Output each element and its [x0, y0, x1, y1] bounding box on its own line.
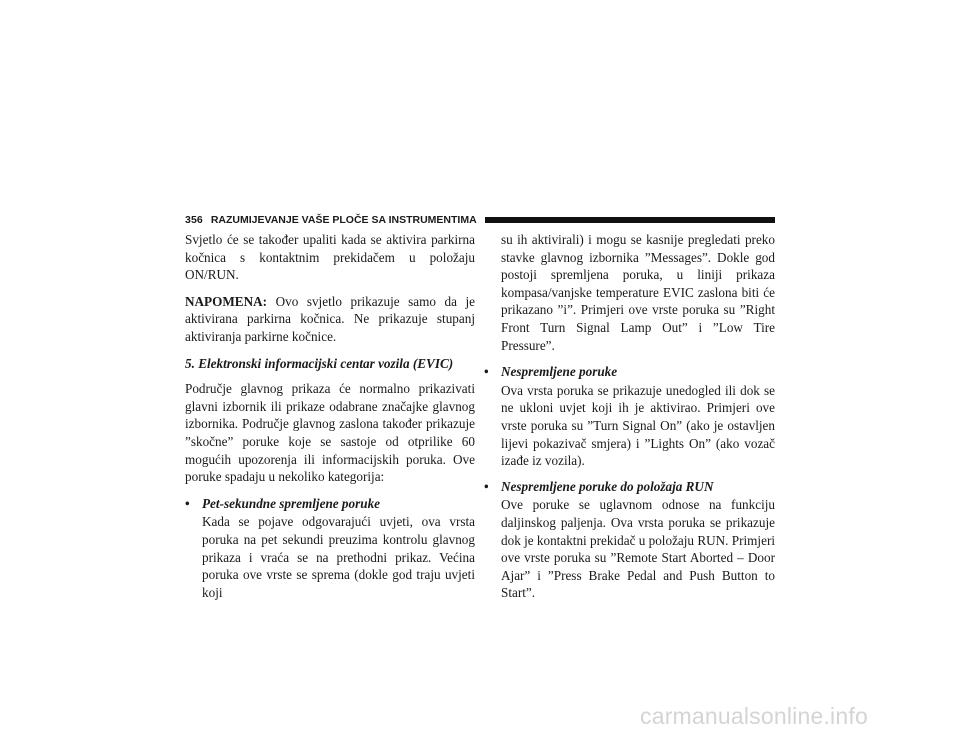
- note-paragraph: [185, 293, 475, 346]
- list-item: [484, 478, 775, 602]
- bullet-continuation: su ih aktivirali) i mogu se kasnije pregledati preko stavke glavnog izbornika ”Messages”. Dokle god postoji spremljena poruka, u liniji prikaza kompasa/vanjske temperature EVIC zaslona biti će prikazano ”i”. Primjeri ove vrste poruka su ”Right Front Turn Signal Lamp Out” i ”Low Tire Pressure”.: [501, 232, 775, 353]
- bullet-icon: •: [484, 364, 489, 380]
- list-item: [484, 363, 775, 470]
- bullet-title: Nespremljene poruke do položaja RUN: [501, 478, 714, 494]
- list-item: [185, 495, 475, 602]
- header-rule: [485, 217, 775, 223]
- watermark-text: carmanualsonline.info: [640, 703, 868, 729]
- left-column: [185, 231, 475, 609]
- note-label: NAPOMENA:: [185, 293, 268, 309]
- bullet-text: Ove poruke se uglavnom odnose na funkciju daljinskog paljenja. Ova vrsta poruka se prikazuje dok je kontaktni prekidač u položaju RUN. Primjeri ove vrste poruka su ”Remote Start Aborted – Door Ajar” i ”Press Brake Pedal and Push Button to Start”.: [501, 497, 775, 601]
- bullet-text: Ova vrsta poruka se prikazuje unedogled ili dok se ne ukloni uvjet koji ih je aktivirao. Primjeri ove vrste poruka su ”Turn Signal On” (ako je ostavljen lijevi pokazivač smjera) i ”Lights On” (ako vozač izađe iz vozila).: [501, 382, 775, 469]
- paragraph-parking-brake: Svjetlo će se također upaliti kada se aktivira parkirna kočnica s kontaktnim prekidačem u položaju ON/RUN.: [185, 232, 475, 283]
- note-text: Ovo svjetlo prikazuje samo da je aktivirana parkirna kočnica. Ne prikazuje stupanj aktiviranja parkirne kočnice.: [185, 293, 475, 344]
- section-title: RAZUMIJEVANJE VAŠE PLOČE SA INSTRUMENTIMA: [210, 214, 477, 226]
- bullet-title: Pet-sekundne spremljene poruke: [202, 495, 381, 511]
- bullet-text: Kada se pojave odgovarajući uvjeti, ova vrsta poruka na pet sekundi preuzima kontrolu glavnog prikaza i vraća se na prethodni prikaz. Većina poruka ove vrste se sprema (dokle god traju uvjeti koji: [202, 514, 475, 600]
- bullet-icon: •: [484, 478, 489, 494]
- bullet-title: Nespremljene poruke: [501, 364, 618, 380]
- bullet-icon: •: [185, 495, 190, 511]
- page-header: [185, 212, 775, 228]
- page-number: 356: [185, 214, 203, 226]
- paragraph-evic-intro: Područje glavnog prikaza će normalno prikazivati glavni izbornik ili prikaze odabrane značajke glavnog izbornika. Područje glavnog zaslona također prikazuje ”skočne” poruke koje se sastoje od otprilike 60 mogućih upozorenja ili informacijskih poruka. Ove poruke spadaju u nekoliko kategorija:: [185, 381, 475, 485]
- section-heading-evic: 5. Elektronski informacijski centar vozila (EVIC): [185, 355, 454, 371]
- right-column: [484, 231, 775, 610]
